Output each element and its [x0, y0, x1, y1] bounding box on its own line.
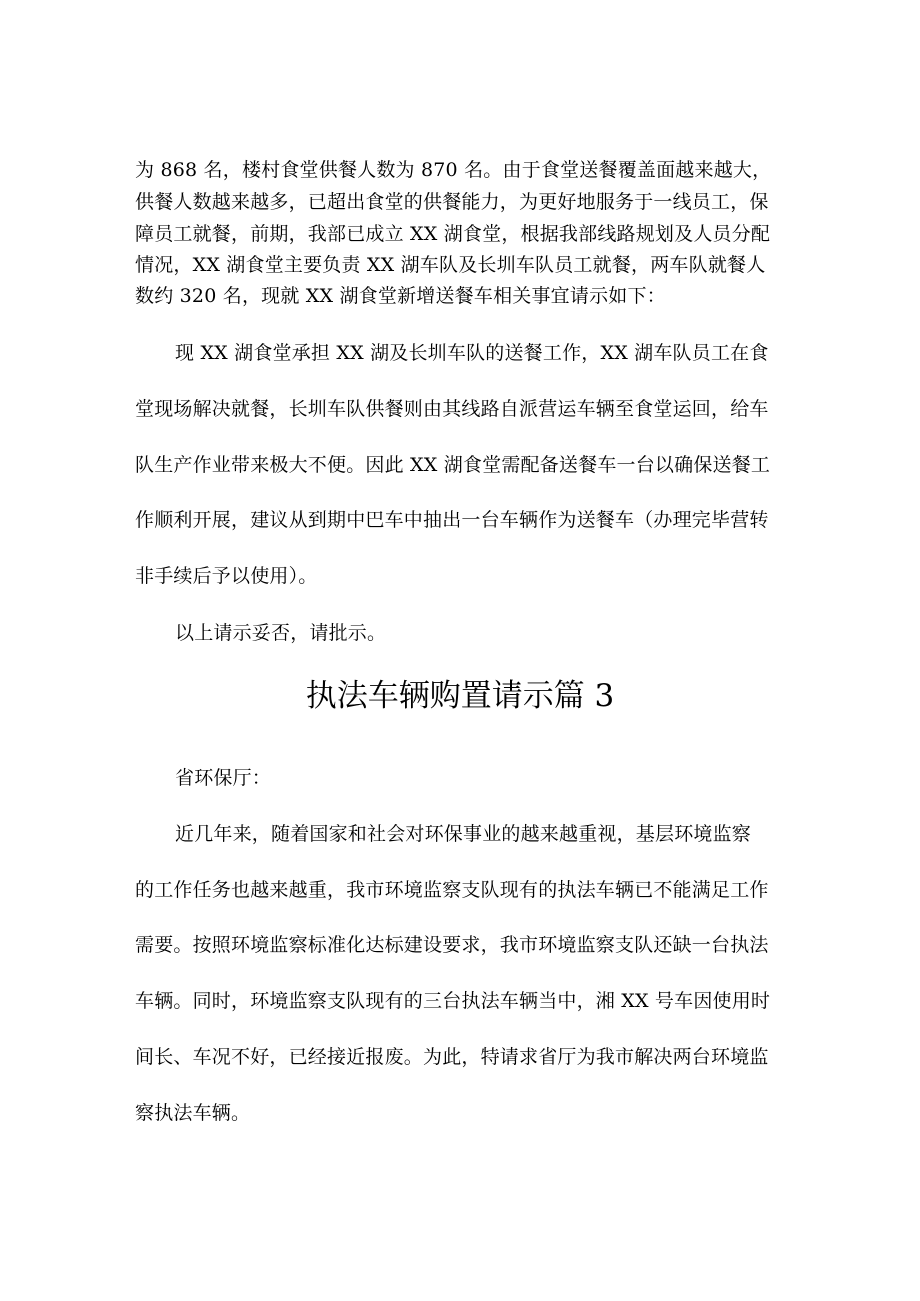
paragraph-2-line-1: 现 XX 湖食堂承担 XX 湖及长圳车队的送餐工作，XX 湖车队员工在食	[175, 342, 769, 364]
paragraph-1-line-1: 为 868 名，楼村食堂供餐人数为 870 名。由于食堂送餐覆盖面越来越大，	[135, 159, 772, 181]
paragraph-2-line-3: 队生产作业带来极大不便。因此 XX 湖食堂需配备送餐车一台以确保送餐工	[135, 454, 771, 476]
paragraph-3-line-1: 近几年来，随着国家和社会对环保事业的越来越重视，基层环境监察	[175, 823, 752, 845]
paragraph-3-line-6: 察执法车辆。	[135, 1102, 251, 1124]
salutation: 省环保厅：	[175, 767, 272, 789]
paragraph-1-line-3: 障员工就餐，前期，我部已成立 XX 湖食堂，根据我部线路规划及人员分配	[135, 223, 771, 245]
paragraph-2-line-5: 非手续后予以使用）。	[135, 565, 318, 587]
section-heading: 执法车辆购置请示篇 3	[305, 678, 615, 714]
paragraph-3-line-5: 间长、车况不好，已经接近报废。为此，特请求省厅为我市解决两台环境监	[135, 1046, 769, 1068]
paragraph-3-line-3: 需要。按照环境监察标准化达标建设要求，我市环境监察支队还缺一台执法	[135, 934, 769, 956]
paragraph-3-line-2: 的工作任务也越来越重，我市环境监察支队现有的执法车辆已不能满足工作	[135, 879, 769, 901]
closing-line: 以上请示妥否，请批示。	[175, 622, 387, 644]
paragraph-1-line-5: 数约 320 名，现就 XX 湖食堂新增送餐车相关事宜请示如下：	[135, 285, 666, 307]
paragraph-1-line-2: 供餐人数越来越多，已超出食堂的供餐能力，为更好地服务于一线员工，保	[135, 191, 769, 213]
paragraph-1-line-4: 情况，XX 湖食堂主要负责 XX 湖车队及长圳车队员工就餐，两车队就餐人	[135, 254, 766, 276]
paragraph-2-line-4: 作顺利开展，建议从到期中巴车中抽出一台车辆作为送餐车（办理完毕营转	[135, 509, 769, 531]
paragraph-2-line-2: 堂现场解决就餐，长圳车队供餐则由其线路自派营运车辆至食堂运回，给车	[135, 398, 769, 420]
paragraph-3-line-4: 车辆。同时，环境监察支队现有的三台执法车辆当中，湘 XX 号车因使用时	[135, 990, 771, 1012]
